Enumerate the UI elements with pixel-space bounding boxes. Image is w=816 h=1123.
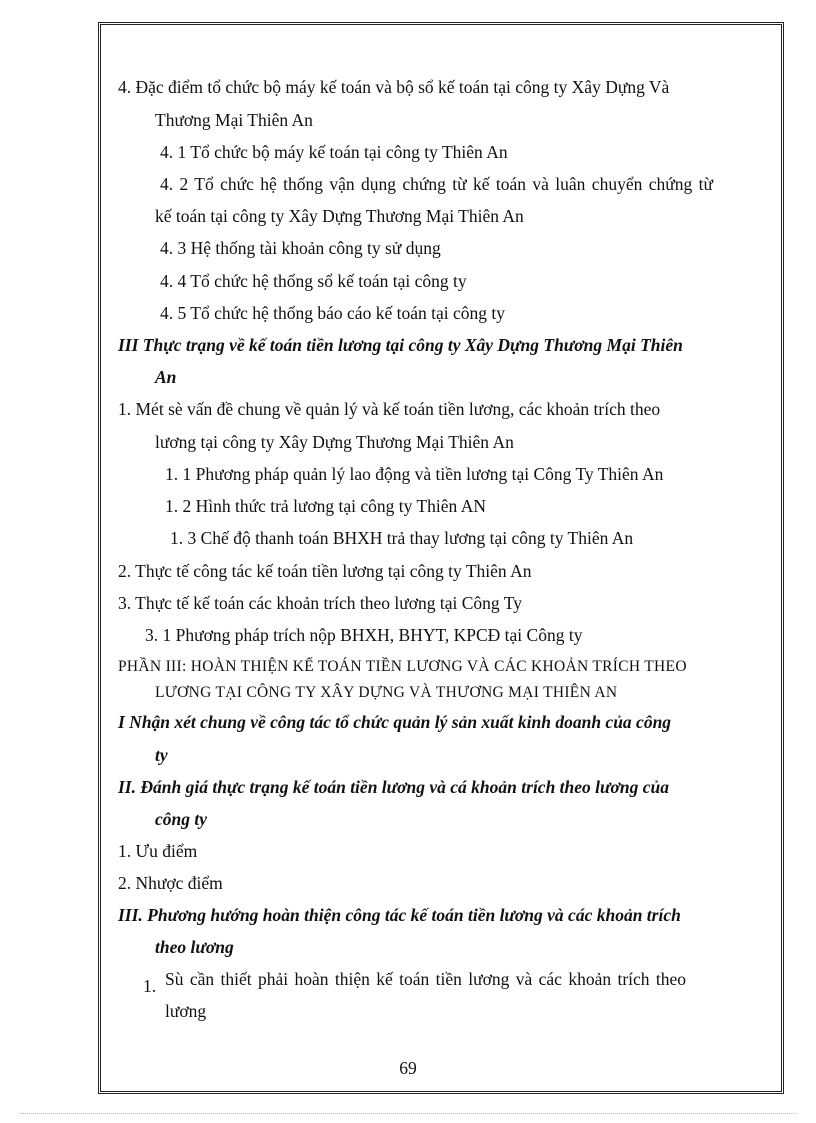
- toc-item-4-2: 4. 2 Tổ chức hệ thống vận dụng chứng từ kế toán và luân chuyển chứng từ: [160, 174, 713, 194]
- toc-item-1-necessity: Sù cần thiết phải hoàn thiện kế toán tiền lương và các khoản trích theo: [165, 969, 687, 989]
- toc-item-disadvantages: 2. Nhược điểm: [118, 873, 223, 893]
- toc-item-advantages: 1. Ưu điểm: [118, 841, 198, 861]
- toc-item-4-5: 4. 5 Tổ chức hệ thống báo cáo kế toán tại công ty: [160, 303, 505, 323]
- toc-item-4-4: 4. 4 Tổ chức hệ thống sổ kế toán tại công ty: [160, 271, 467, 291]
- toc-item-4-2-cont: kế toán tại công ty Xây Dựng Thương Mại Thiên An: [155, 206, 524, 226]
- section-heading-ii-cont: công ty: [155, 809, 208, 829]
- toc-item-1-cont: lương tại công ty Xây Dựng Thương Mại Thiên An: [155, 432, 514, 452]
- toc-item-2: 2. Thực tế công tác kế toán tiền lương tại công ty Thiên An: [118, 561, 532, 581]
- toc-item-1-1: 1. 1 Phương pháp quản lý lao động và tiền lương tại Công Ty Thiên An: [165, 464, 664, 484]
- toc-item-1-2: 1. 2 Hình thức trả lương tại công ty Thiên AN: [165, 496, 486, 516]
- toc-item-1-necessity-cont: lương: [165, 1001, 207, 1021]
- toc-item-1-3: 1. 3 Chế độ thanh toán BHXH trả thay lương tại công ty Thiên An: [170, 528, 634, 548]
- section-heading-i-cont: ty: [155, 745, 168, 765]
- part-iii-heading: PHẦN III: HOÀN THIỆN KẾ TOÁN TIỀN LƯƠNG VÀ CÁC KHOẢN TRÍCH THEO: [118, 658, 687, 675]
- toc-item-3: 3. Thực tế kế toán các khoản trích theo lương tại Công Ty: [118, 593, 522, 613]
- toc-item-4-3: 4. 3 Hệ thống tài khoản công ty sử dụng: [160, 238, 441, 258]
- toc-item-4-1: 4. 1 Tổ chức bộ máy kế toán tại công ty Thiên An: [160, 142, 508, 162]
- toc-item-4-cont: Thương Mại Thiên An: [155, 110, 313, 130]
- section-heading-i: I Nhận xét chung về công tác tổ chức quản lý sản xuất kinh doanh của công: [118, 712, 672, 732]
- section-heading-iii-cont: An: [155, 367, 177, 387]
- toc-item-4: 4. Đặc điểm tổ chức bộ máy kế toán và bộ sổ kế toán tại công ty Xây Dựng Và: [118, 77, 670, 97]
- part-iii-heading-cont: LƯƠNG TẠI CÔNG TY XÂY DỰNG VÀ THƯƠNG MẠI THIÊN AN: [155, 684, 618, 701]
- section-heading-ii: II. Đánh giá thực trạng kế toán tiền lương và cá khoản trích theo lương của: [118, 777, 670, 797]
- toc-item-1-number: 1.: [143, 976, 157, 996]
- page-bottom-rule: [20, 1113, 796, 1114]
- section-heading-iii-b-cont: theo lương: [155, 937, 234, 957]
- toc-item-1: 1. Mét sè vấn đề chung về quản lý và kế toán tiền lương, các khoản trích theo: [118, 399, 661, 419]
- page-number: 69: [399, 1058, 417, 1078]
- section-heading-iii-b: III. Phương hướng hoàn thiện công tác kế toán tiền lương và các khoản trích: [118, 905, 681, 925]
- toc-item-3-1: 3. 1 Phương pháp trích nộp BHXH, BHYT, KPCĐ tại Công ty: [145, 625, 583, 645]
- section-heading-iii: III Thực trạng về kế toán tiền lương tại công ty Xây Dựng Thương Mại Thiên: [118, 335, 683, 355]
